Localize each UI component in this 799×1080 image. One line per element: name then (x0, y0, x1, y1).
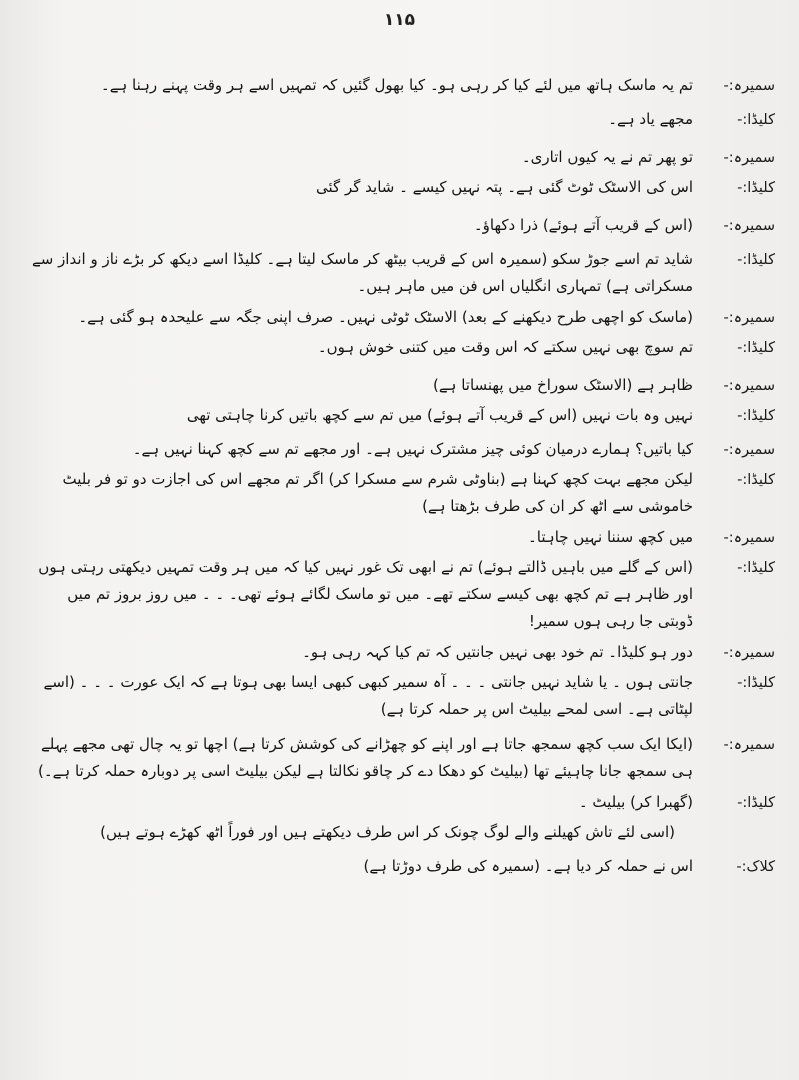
dialogue-line (30, 334, 775, 364)
page-number: ۱۱۵ (383, 10, 416, 30)
dialogue-line (30, 246, 775, 300)
speech-text: اس کی الاسٹک ٹوٹ گئی ہے۔ پتہ نہیں کیسے ۔ شاید گر گئی (316, 178, 693, 196)
dialogue-line (30, 106, 775, 136)
speaker-label: کلاک:- (736, 859, 775, 875)
dialogue-line (30, 436, 775, 466)
speaker-label: کلیڈا:- (737, 795, 775, 811)
speech-text: (اس کے گلے میں باہیں ڈالتے ہوئے) تم نے ابھی تک غور نہیں کیا کہ میں ہر وقت تمہیں دیکھتی رہتی ہوں اور ظاہر ہے تم کچھ بھی کیسے سکتے تھے۔ میں تو ماسک لگائے ہوئے تھی۔ ۔ ۔ میں روز بروز تم میں ڈوبتی جا رہی ہوں سمیر! (38, 558, 693, 630)
speaker-label: کلیڈا:- (737, 560, 775, 576)
speech-text: تم سوچ بھی نہیں سکتے کہ اس وقت میں کتنی خوش ہوں۔ (317, 338, 693, 356)
speech-text: لیکن مجھے بہت کچھ کہنا ہے (بناوٹی شرم سے مسکرا کر) اگر تم مجھے اس کی اجازت دو تو فر بلیٹ خاموشی سے اٹھ کر ان کی طرف بڑھتا ہے) (62, 470, 693, 515)
dialogue-line (30, 639, 775, 669)
dialogue-line (30, 72, 775, 102)
speaker-label: سمیرہ:- (723, 78, 775, 94)
speaker-label: سمیرہ:- (723, 530, 775, 546)
dialogue-line (30, 669, 775, 723)
speaker-label: کلیڈا:- (737, 472, 775, 488)
speech-text: تو پھر تم نے یہ کیوں اتاری۔ (521, 148, 693, 166)
speaker-label: سمیرہ:- (723, 218, 775, 234)
speaker-label: کلیڈا:- (737, 180, 775, 196)
speaker-label: سمیرہ:- (723, 645, 775, 661)
speaker-label: سمیرہ:- (723, 737, 775, 753)
speech-text: مجھے یاد ہے۔ (608, 110, 693, 128)
speaker-label: کلیڈا:- (737, 112, 775, 128)
speech-text: میں کچھ سننا نہیں چاہتا۔ (528, 528, 693, 546)
stage-direction-text: (اسی لئے تاش کھیلنے والے لوگ چونک کر اس طرف دیکھتے ہیں اور فوراً اٹھ کھڑے ہوتے ہیں) (100, 823, 675, 841)
speaker-label: سمیرہ:- (723, 310, 775, 326)
dialogue-line (30, 789, 775, 819)
speaker-label: کلیڈا:- (737, 408, 775, 424)
speech-text: (اس کے قریب آتے ہوئے) ذرا دکھاؤ۔ (473, 216, 693, 234)
speech-text: (ایکا ایک سب کچھ سمجھ جاتا ہے اور اپنے کو چھڑانے کی کوشش کرتا ہے) اچھا تو یہ چال تھی مجھے پہلے ہی سمجھ جانا چاہیئے تھا (بیلیٹ کو دھکا دے کر چاقو نکالتا ہے لیکن بیلیٹ اسی پر دوبارہ حملہ کرتا ہے۔) (38, 735, 693, 780)
speaker-label: سمیرہ:- (723, 442, 775, 458)
speech-text: نہیں وہ بات نہیں (اس کے قریب آتے ہوئے) میں تم سے کچھ باتیں کرنا چاہتی تھی (186, 406, 693, 424)
dialogue-line (30, 402, 775, 432)
speaker-label: کلیڈا:- (737, 675, 775, 691)
speech-text: دور ہو کلیڈا۔ تم خود بھی نہیں جانتیں کہ تم کیا کہہ رہی ہو۔ (302, 643, 693, 661)
speech-text: (گھبرا کر) بیلیٹ ۔ (578, 793, 693, 811)
dialogue-line (30, 174, 775, 204)
dialogue-line (30, 466, 775, 520)
speaker-label (705, 834, 775, 837)
speech-text: ظاہر ہے (الاسٹک سوراخ میں پھنساتا ہے) (433, 376, 693, 394)
speaker-label: سمیرہ:- (723, 378, 775, 394)
dialogue-line (30, 212, 775, 242)
speaker-label: کلیڈا:- (737, 252, 775, 268)
dialogue-line (30, 144, 775, 174)
speaker-label: سمیرہ:- (723, 150, 775, 166)
speech-text: جانتی ہوں ۔ یا شاید نہیں جانتی ۔ ۔ ۔ آہ سمیر کبھی کبھی ایسا بھی ہوتا ہے کہ ایک عورت ۔ ۔ ۔ (اسے لپٹاتی ہے۔ اسی لمحے بیلیٹ اس پر حملہ کرتا ہے) (43, 673, 693, 718)
speaker-label: کلیڈا:- (737, 340, 775, 356)
dialogue-line (30, 853, 775, 883)
dialogue-line (30, 372, 775, 402)
speech-text: کیا باتیں؟ ہمارے درمیان کوئی چیز مشترک نہیں ہے۔ اور مجھے تم سے کچھ کہنا نہیں ہے۔ (132, 440, 693, 458)
speech-text: (ماسک کو اچھی طرح دیکھنے کے بعد) الاسٹک ٹوٹی نہیں۔ صرف اپنی جگہ سے علیحدہ ہو گئی ہے۔ (78, 308, 693, 326)
speech-text: شاید تم اسے جوڑ سکو (سمیرہ اس کے قریب بیٹھ کر ماسک لیتا ہے۔ کلیڈا اسے دیکھ کر بڑے ناز و انداز سے مسکراتی ہے) تمہاری انگلیاں اس فن میں ماہر ہیں۔ (31, 250, 693, 295)
speech-text: تم یہ ماسک ہاتھ میں لئے کیا کر رہی ہو۔ کیا بھول گئیں کہ تمہیں اسے ہر وقت پہنے رہنا ہے۔ (100, 76, 693, 94)
speech-text: اس نے حملہ کر دیا ہے۔ (سمیرہ کی طرف دوڑتا ہے) (363, 857, 693, 875)
dialogue-line (30, 731, 775, 785)
stage-direction-line (30, 819, 775, 849)
dialogue-block (30, 72, 775, 883)
dialogue-line (30, 524, 775, 554)
dialogue-line (30, 554, 775, 635)
dialogue-line (30, 304, 775, 334)
